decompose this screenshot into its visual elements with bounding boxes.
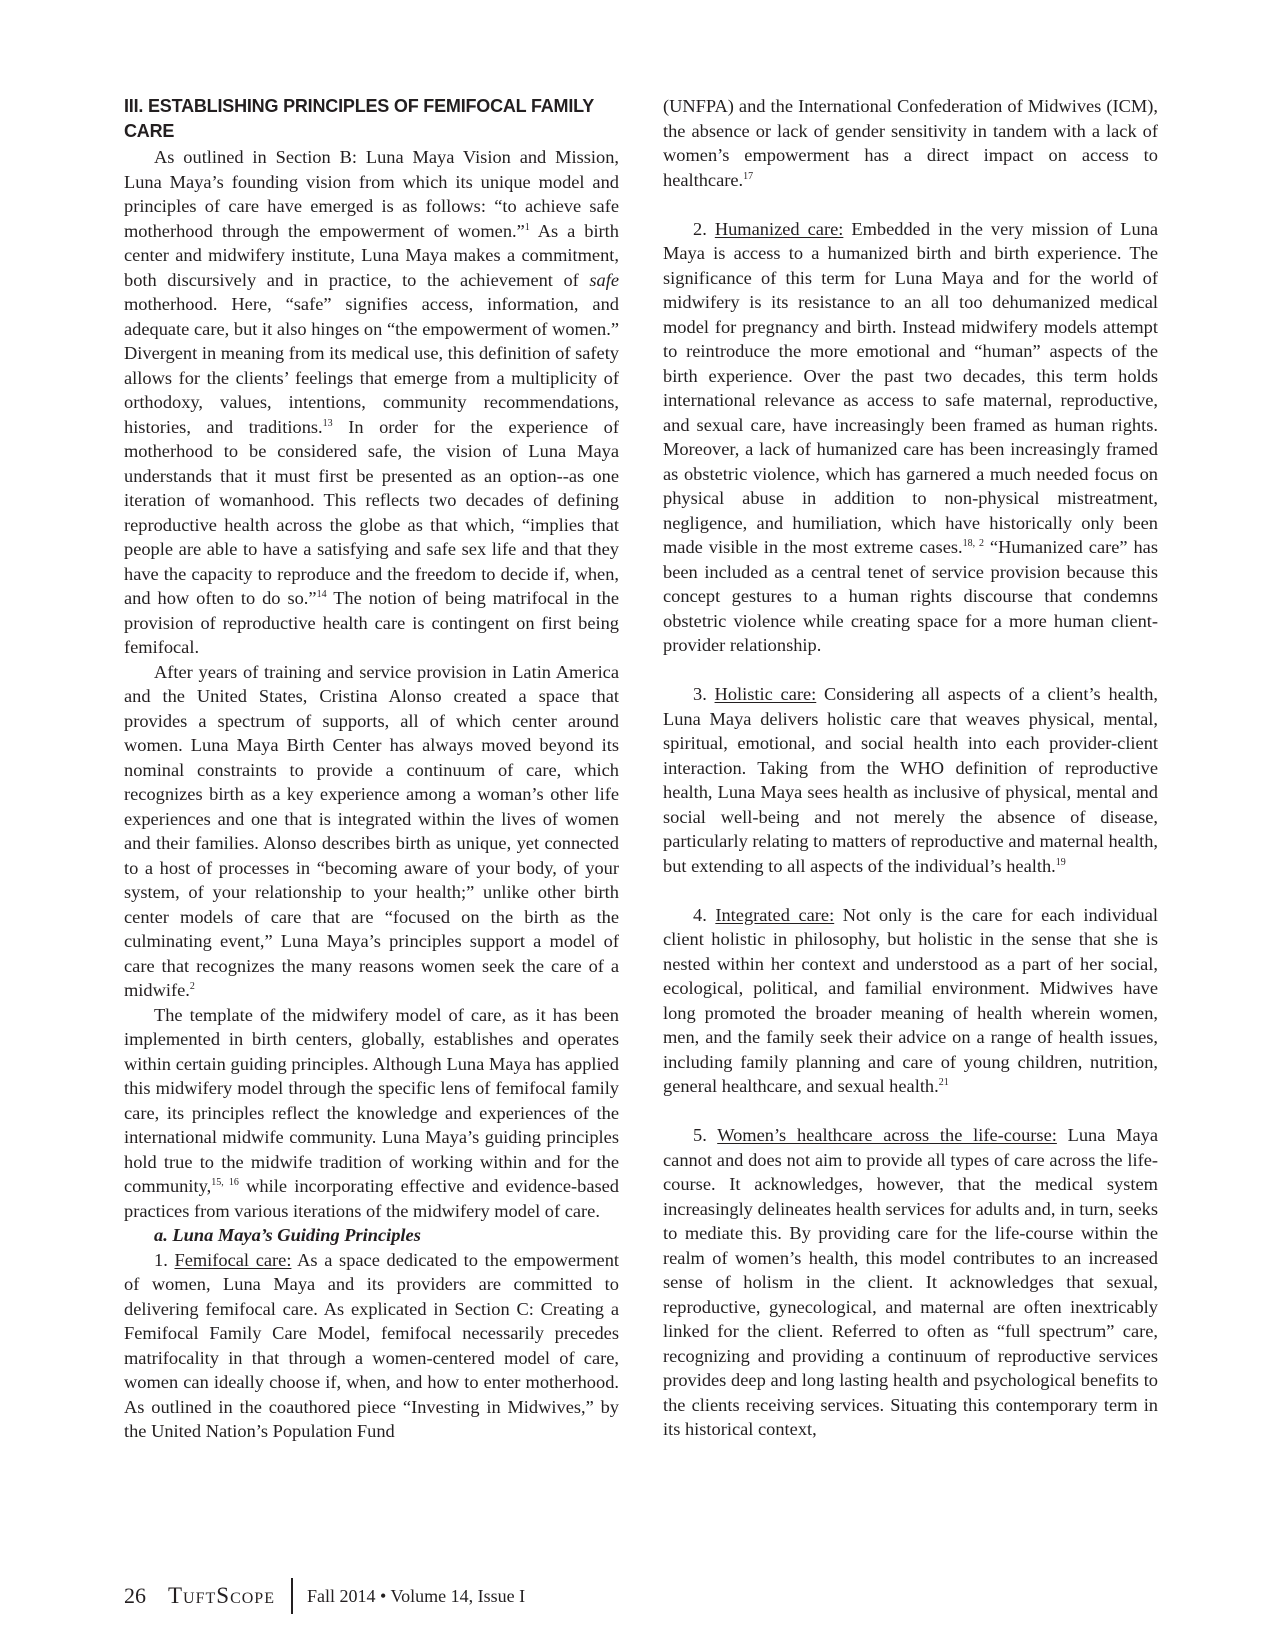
principle-femifocal: 1. Femifocal care: As a space dedicated to the empowerment of women, Luna Maya and its providers are committed to delivering femifocal care. As explicated in Section C: Creating a Femifocal Family Care Model, femifocal necessarily precedes matrifocality in that through a women-centered model of care, women can ideally choose if, when, and how to enter motherhood. As outlined in the coauthored piece “Investing in Midwives,” by the United Nation’s Population Fund — [124, 1249, 619, 1441]
paragraph-template: The template of the midwifery model of care, as it has been implemented in birth centers, globally, establishes and operates within certain guiding principles. Although Luna Maya has applied this midwifery model through the specific lens of femifocal family care, its principles reflect the knowledge and experiences of the international midwife community. Luna Maya’s guiding principles hold true to the midwife tradition of working within and for the community,$^{15, 16}$ while incorporating effective and evidence-based practices from various iterations of the midwifery model of care. — [124, 1004, 619, 1221]
subsection-heading: a. Luna Maya’s Guiding Principles — [154, 1225, 421, 1245]
page-footer — [124, 1576, 525, 1616]
principle-humanized: 2. Humanized care: Embedded in the very mission of Luna Maya is access to a humanized birth and birth experience. The significance of this term for Luna Maya and for the world of midwifery is its resistance to an all too dehumanized medical model for pregnancy and birth. Instead midwifery models attempt to reintroduce the more emotional and “human” aspects of the birth experience. Over the past two decades, this term holds international relevance as access to safe maternal, reproductive, and sexual care, have increasingly been framed as human rights. Moreover, a lack of humanized care has been increasingly framed as obstetric violence, which has garnered a much needed focus on physical abuse in addition to non-physical mistreatment, negligence, and humiliation, which have historically only been made visible in the most extreme cases.$^{18, 2}$ “Humanized care” has been included as a central tenet of service provision because this concept gestures to a human rights discourse that condemns obstetric violence while creating space for a more human client-provider relationship. — [663, 218, 1159, 655]
page-number: 26 — [124, 1583, 146, 1608]
magazine-name: TuftScope — [168, 1583, 275, 1608]
principle-holistic: 3. Holistic care: Considering all aspects of a client’s health, Luna Maya delivers holistic care that weaves physical, mental, spiritual, emotional, and social health into each provider-client interaction. Taking from the WHO definition of reproductive health, Luna Maya sees health as inclusive of physical, mental and social well-being and not merely the absence of disease, particularly relating to matters of reproductive and maternal health, but extending to all aspects of the individual’s health.$^{19}$ — [663, 684, 1158, 876]
principle-life-course: 5. Women’s healthcare across the life-course: Luna Maya cannot and does not aim to provide all types of care across the life-course. It acknowledges, however, that the medical system increasingly delineates health services for adults and, in turn, seeks to mediate this. By providing care for the life-course within the realm of women’s health, this model contributes to an increased sense of holism in the client. It acknowledges that sexual, reproductive, gynecological, and maternal are often inextricably linked for the client. Referred to often as “full spectrum” care, recognizing and providing a continuum of reproductive services provides deep and long lasting health and psychological benefits to the clients receiving services. Situating this contemporary term in its historical context, — [663, 1125, 1159, 1439]
right-column — [663, 94, 1158, 1442]
paragraph-alonso: After years of training and service provision in Latin America and the United States, Cristina Alonso created a space that provides a spectrum of supports, all of which center around women. Luna Maya Birth Center has always moved beyond its nominal constraints to provide a continuum of care, which recognizes birth as a key experience among a woman’s other life experiences and one that is integrated within the lives of women and their families. Alonso describes birth as unique, yet connected to a host of processes in “becoming aware of your body, of your system, of your relationship to your health;” unlike other birth center models of care that are “focused on the birth as the culminating event,” Luna Maya’s principles support a model of care that recognizes the many reasons women seek the care of a midwife.$^2$ — [124, 661, 619, 1000]
left-column — [124, 94, 619, 1444]
paragraph-continuation: (UNFPA) and the International Confederation of Midwives (ICM), the absence or lack of gender sensitivity in tandem with a lack of women’s empowerment has a direct impact on access to healthcare.$^{17}$ — [663, 96, 1158, 190]
section-heading: III. ESTABLISHING PRINCIPLES OF FEMIFOCAL FAMILY CARE — [124, 96, 594, 141]
principle-integrated: 4. Integrated care: Not only is the care for each individual client holistic in philosophy, but holistic in the sense that she is nested within her context and understood as a part of her social, ecological, political, and familial environment. Midwives have long promoted the broader meaning of health wherein women, men, and the family seek their advice on a range of health issues, including family planning and care of young children, nutrition, general healthcare, and sexual health.$^{21}$ — [663, 904, 1158, 1096]
paragraph-vision: As outlined in Section B: Luna Maya Vision and Mission, Luna Maya’s founding vision from which its unique model and principles of care have emerged is as follows: “to achieve safe motherhood through the empowerment of women.”$^1$ As a birth center and midwifery institute, Luna Maya makes a commitment, both discursively and in practice, to the achievement of safe motherhood. Here, “safe” signifies access, information, and adequate care, but it also hinges on “the empowerment of women.” Divergent in meaning from its medical use, this definition of safety allows for the clients’ feelings that emerge from a multiplicity of orthodoxy, values, intentions, community recommendations, histories, and traditions.$^{13}$ In order for the experience of motherhood to be considered safe, the vision of Luna Maya understands that it must first be presented as an option--as one iteration of womanhood. This reflects two decades of defining reproductive health across the globe as that which, “implies that people are able to have a satisfying and safe sex life and that they have the capacity to reproduce and the freedom to decide if, when, and how often to do so.”$^{14}$ The notion of being matrifocal in the provision of reproductive health care is contingent on first being femifocal. — [124, 147, 619, 657]
issue-info: Fall 2014 • Volume 14, Issue I — [306, 1585, 526, 1606]
footer-divider — [291, 1578, 293, 1614]
